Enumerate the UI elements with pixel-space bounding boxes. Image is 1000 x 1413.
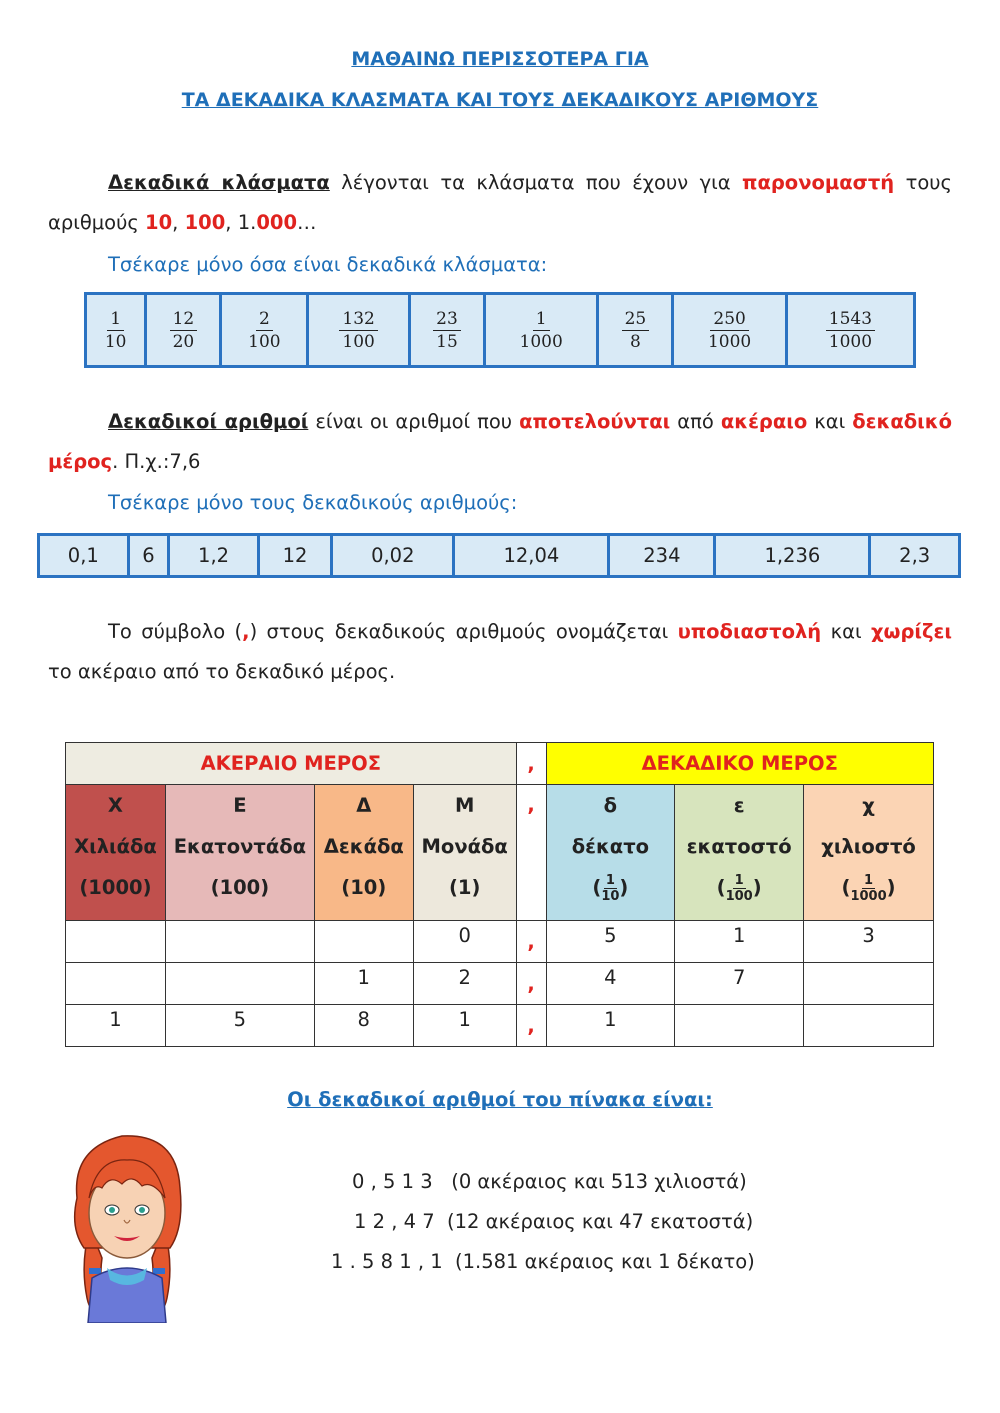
digit-cell — [66, 963, 166, 1005]
place-name: Χιλιάδα — [74, 835, 157, 858]
fraction-denominator: 20 — [172, 331, 195, 352]
place-value-fraction: ( $\frac{1}{10}$ ) — [592, 873, 629, 904]
fraction-numerator: 1 — [107, 308, 124, 331]
place-fraction-denominator: 10 — [601, 889, 620, 904]
fraction-check-cell[interactable] — [484, 294, 597, 367]
digit-cell: 2 — [413, 963, 516, 1005]
fractions-term: Δεκαδικά κλάσματα — [108, 171, 330, 194]
digit-cell: 1 — [675, 921, 804, 963]
decimal-check-cell[interactable]: 12 — [258, 535, 331, 577]
digit-cell: 1 — [413, 1005, 516, 1047]
place-fraction-denominator: 100 — [725, 889, 753, 904]
place-fraction-denominator: 1000 — [850, 889, 887, 904]
place-fraction — [726, 873, 753, 904]
decimal-check-cell[interactable]: 234 — [609, 535, 715, 577]
place-name: εκατοστό — [686, 835, 792, 858]
decimal-part-header: ΔΕΚΑΔΙΚΟ ΜΕΡΟΣ — [546, 743, 934, 785]
fraction-denominator: 8 — [629, 331, 641, 352]
digit-cell: 7 — [675, 963, 804, 1005]
place-letter: χ — [862, 794, 875, 817]
decimal-check-cell[interactable]: 2,3 — [870, 535, 960, 577]
decimal-check-cell[interactable]: 1,2 — [169, 535, 259, 577]
decimal-check-cell[interactable]: 6 — [128, 535, 169, 577]
place-value: (1000) — [79, 876, 152, 899]
place-fraction-numerator: 1 — [734, 873, 744, 888]
fraction-denominator: 100 — [248, 331, 281, 352]
fraction-check-cell[interactable] — [409, 294, 484, 367]
girl-illustration-icon — [62, 1128, 192, 1323]
place-letter: Μ — [454, 794, 475, 817]
fraction-check-cell[interactable] — [598, 294, 673, 367]
fraction-denominator: 100 — [342, 331, 375, 352]
fraction — [105, 308, 127, 353]
digit-cell — [675, 1005, 804, 1047]
digit-cell — [165, 963, 314, 1005]
digit-cell: 4 — [546, 963, 675, 1005]
place-letter: δ — [603, 794, 618, 817]
place-name: χιλιοστό — [821, 835, 916, 858]
example-line-1: 0 , 5 1 3 (0 ακέραιος και 513 χιλιοστά) — [352, 1170, 747, 1193]
table-row — [66, 921, 934, 963]
table-row — [66, 1005, 934, 1047]
place-value-fraction: ( $\frac{1}{1000}$ ) — [841, 873, 896, 904]
integer-part-header: ΑΚΕΡΑΙΟ ΜΕΡΟΣ — [66, 743, 517, 785]
decimal-check-cell[interactable]: 0,02 — [332, 535, 454, 577]
place-fraction — [850, 873, 886, 904]
place-fraction-numerator: 1 — [864, 873, 874, 888]
place-letter: Δ — [356, 794, 372, 817]
fraction-numerator: 1 — [533, 308, 550, 331]
decimals-instruction: Τσέκαρε μόνο τους δεκαδικούς αριθμούς: — [108, 491, 518, 514]
fraction-check-cell[interactable] — [221, 294, 308, 367]
fraction-check-cell[interactable] — [146, 294, 221, 367]
digit-cell — [804, 963, 934, 1005]
place-value: (100) — [210, 876, 270, 899]
fraction-check-cell[interactable] — [786, 294, 914, 367]
comma-definition: Το σύμβολο (,) στους δεκαδικούς αριθμούς ονομάζεται υποδιαστολή και χωρίζει το ακέραιο από το δεκαδικό μέρος. — [48, 620, 952, 683]
place-value-column-header — [804, 785, 934, 921]
fraction — [339, 308, 377, 353]
fraction-denominator: 10 — [104, 331, 127, 352]
fraction — [708, 308, 751, 353]
place-value-column-header — [66, 785, 166, 921]
fraction — [170, 308, 198, 353]
comma-cell: , — [516, 1005, 546, 1047]
fraction-check-cell[interactable] — [308, 294, 410, 367]
digit-cell — [165, 921, 314, 963]
fraction-denominator: 1000 — [707, 331, 752, 352]
place-name: Μονάδα — [421, 835, 508, 858]
comma-cell: , — [516, 743, 546, 785]
place-value-fraction: ( $\frac{1}{100}$ ) — [716, 873, 762, 904]
digit-cell: 1 — [66, 1005, 166, 1047]
place-fraction — [601, 873, 619, 904]
fraction-check-cell[interactable] — [673, 294, 786, 367]
denominator-highlight: παρονομαστή — [742, 171, 895, 194]
fraction-check-cell[interactable] — [86, 294, 146, 367]
digit-cell: 3 — [804, 921, 934, 963]
place-letter: Ε — [233, 794, 247, 817]
decimals-term: Δεκαδικοί αριθμοί — [108, 410, 309, 433]
example-line-3: 1 . 5 8 1 , 1 (1.581 ακέραιος και 1 δέκατο) — [331, 1250, 755, 1273]
place-name: δέκατο — [571, 835, 650, 858]
fraction — [433, 308, 461, 353]
fractions-check-row — [84, 292, 916, 368]
fraction-numerator: 12 — [170, 308, 198, 331]
fraction-numerator: 25 — [622, 308, 650, 331]
page-title-line2: ΤΑ ΔΕΚΑΔΙΚΑ ΚΛΑΣΜΑΤΑ ΚΑΙ ΤΟΥΣ ΔΕΚΑΔΙΚΟΥΣ ΑΡΙΘΜΟΥΣ — [181, 89, 819, 111]
fraction-denominator: 15 — [436, 331, 458, 352]
place-value: (1) — [448, 876, 481, 899]
place-name: Δεκάδα — [323, 835, 404, 858]
fraction-numerator: 2 — [256, 308, 273, 331]
decimal-check-cell[interactable]: 0,1 — [39, 535, 129, 577]
place-value-column-header — [546, 785, 675, 921]
place-letter: ε — [733, 794, 745, 817]
digit-cell: 5 — [546, 921, 675, 963]
digit-cell: 5 — [165, 1005, 314, 1047]
decimal-check-cell[interactable]: 1,236 — [715, 535, 870, 577]
place-name: Εκατοντάδα — [173, 835, 307, 858]
fraction — [520, 308, 563, 353]
decimal-check-cell[interactable]: 12,04 — [454, 535, 609, 577]
place-value-column-header — [165, 785, 314, 921]
place-letter: Χ — [107, 794, 123, 817]
place-value: (10) — [341, 876, 387, 899]
place-fraction-numerator: 1 — [605, 873, 615, 888]
page-title-line1: ΜΑΘΑΙΝΩ ΠΕΡΙΣΣΟΤΕΡΑ ΓΙΑ — [351, 48, 649, 70]
digit-cell: 1 — [546, 1005, 675, 1047]
fraction-numerator: 1543 — [826, 308, 875, 331]
digit-cell — [66, 921, 166, 963]
place-value-column-header — [675, 785, 804, 921]
fractions-definition: Δεκαδικά κλάσματα λέγονται τα κλάσματα που έχουν για παρονομαστή τους αριθμούς 10, 100, 1.000… — [48, 171, 952, 234]
fractions-instruction: Τσέκαρε μόνο όσα είναι δεκαδικά κλάσματα: — [108, 253, 548, 276]
fraction-numerator: 23 — [433, 308, 461, 331]
place-value-table — [65, 742, 934, 1047]
comma-cell: , — [516, 921, 546, 963]
fraction-denominator: 1000 — [828, 331, 873, 352]
decimals-definition: Δεκαδικοί αριθμοί είναι οι αριθμοί που αποτελούνται από ακέραιο και δεκαδικό μέρος. Π.χ.:7,6 — [48, 410, 953, 473]
fraction — [248, 308, 280, 353]
digit-cell — [804, 1005, 934, 1047]
place-value-column-header — [314, 785, 413, 921]
comma-cell: , — [516, 963, 546, 1005]
examples-title: Οι δεκαδικοί αριθμοί του πίνακα είναι: — [287, 1088, 713, 1111]
decimals-check-row — [37, 533, 961, 578]
example-line-2: 1 2 , 4 7 (12 ακέραιος και 47 εκατοστά) — [354, 1210, 754, 1233]
digit-cell: 8 — [314, 1005, 413, 1047]
place-value-column-header — [413, 785, 516, 921]
fraction-numerator: 250 — [710, 308, 748, 331]
comma-cell: , — [516, 785, 546, 921]
digit-cell: 1 — [314, 963, 413, 1005]
table-row — [66, 963, 934, 1005]
fraction — [622, 308, 650, 353]
fraction-numerator: 132 — [339, 308, 377, 331]
fraction-denominator: 1000 — [519, 331, 563, 352]
digit-cell: 0 — [413, 921, 516, 963]
fraction — [826, 308, 875, 353]
digit-cell — [314, 921, 413, 963]
